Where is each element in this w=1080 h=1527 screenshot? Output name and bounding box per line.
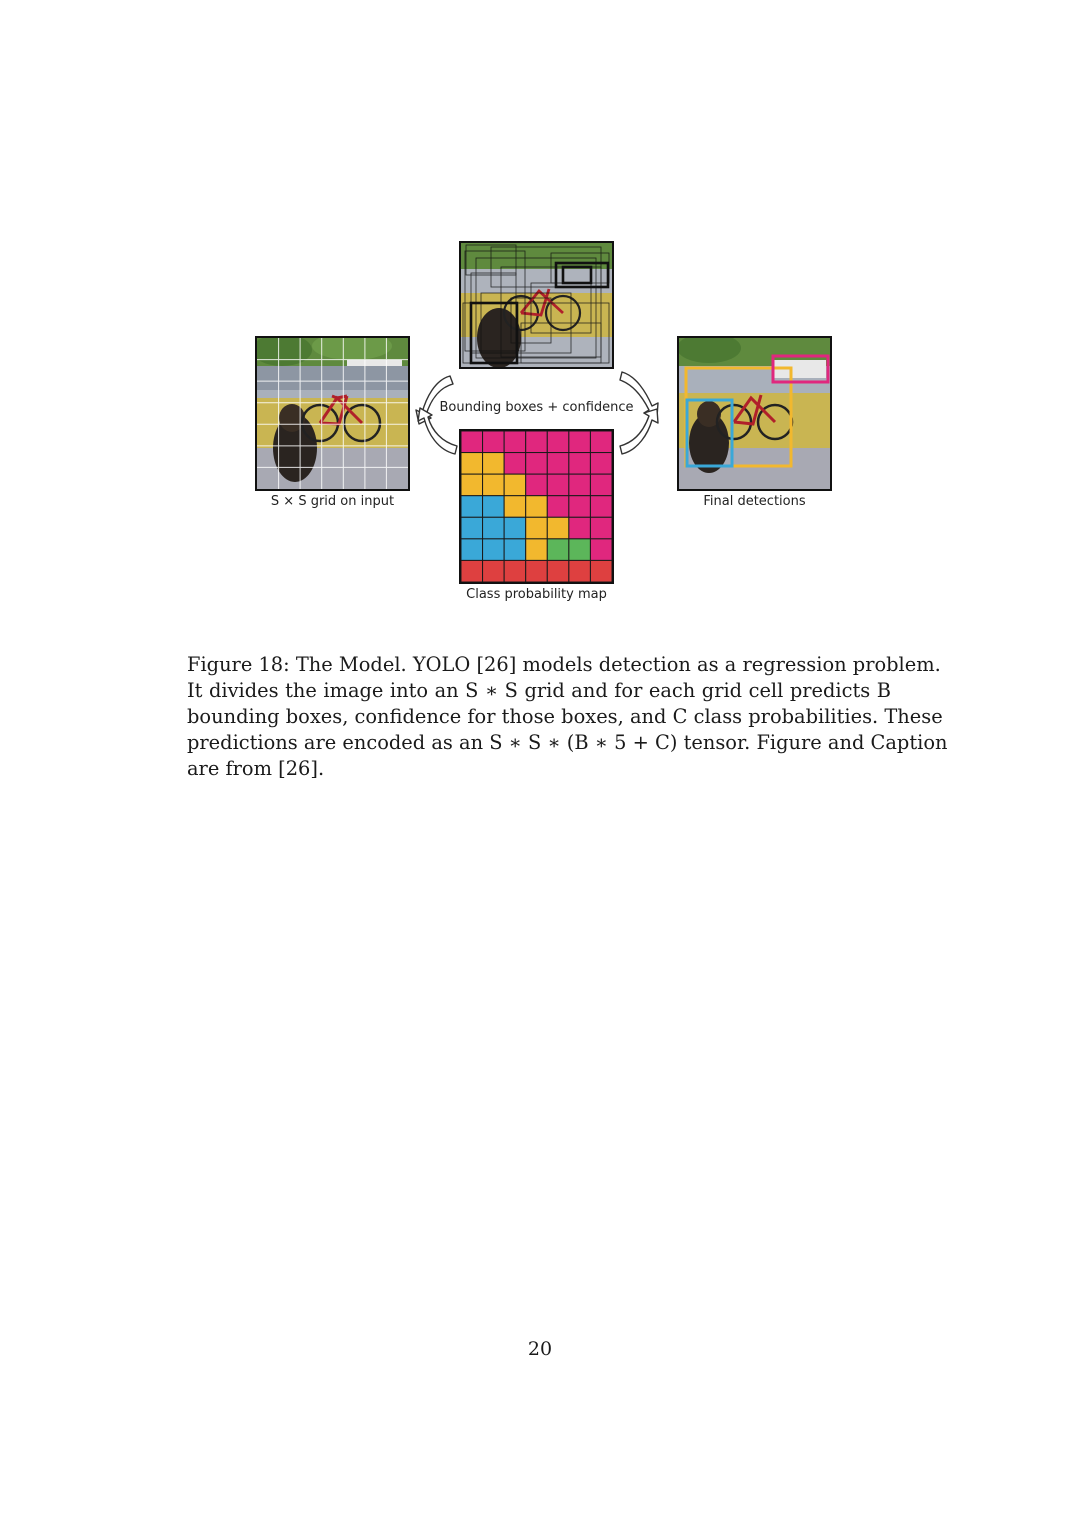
- class-map-cell: [483, 517, 505, 539]
- yolo-figure: [250, 238, 840, 610]
- class-map-cell: [569, 431, 591, 453]
- class-map-cell: [590, 517, 612, 539]
- class-map-cell: [547, 539, 569, 561]
- class-probability-map-panel: [459, 429, 614, 584]
- class-map-cell: [461, 431, 483, 453]
- input-grid-label: S × S grid on input: [270, 494, 395, 509]
- class-map-cell: [526, 453, 548, 475]
- class-map-cell: [569, 474, 591, 496]
- class-map-cell: [504, 496, 526, 518]
- class-map-cell: [547, 560, 569, 582]
- class-map-cell: [590, 496, 612, 518]
- final-detections-image: [679, 338, 830, 489]
- final-detections-panel: [677, 336, 832, 491]
- class-map-cell: [526, 517, 548, 539]
- class-map-cell: [483, 474, 505, 496]
- class-map-cell: [504, 453, 526, 475]
- caption-line: are from [26].: [187, 757, 325, 780]
- class-map-cell: [590, 560, 612, 582]
- class-map-cell: [526, 560, 548, 582]
- arrow-from-classmap: [620, 409, 658, 454]
- class-map-cell: [526, 474, 548, 496]
- class-map-cell: [504, 474, 526, 496]
- class-map-cell: [461, 560, 483, 582]
- class-map-cell: [526, 539, 548, 561]
- class-map-cell: [526, 496, 548, 518]
- class-map-cell: [483, 560, 505, 582]
- class-map-cell: [569, 496, 591, 518]
- class-map-cell: [483, 539, 505, 561]
- caption-line: bounding boxes, confidence for those boxes, and C class probabilities. These: [187, 705, 943, 728]
- bounding-boxes-image: [461, 243, 612, 367]
- class-map-cell: [461, 453, 483, 475]
- input-image: [257, 338, 408, 489]
- class-map-cell: [483, 453, 505, 475]
- class-probability-map-label: Class probability map: [466, 587, 607, 602]
- class-map-cell: [547, 431, 569, 453]
- final-detections-label: Final detections: [703, 494, 806, 509]
- class-map-cell: [526, 431, 548, 453]
- class-map-cell: [504, 517, 526, 539]
- class-map-cell: [461, 496, 483, 518]
- class-map-cell: [590, 539, 612, 561]
- class-map-cell: [504, 560, 526, 582]
- class-map-cell: [461, 517, 483, 539]
- class-map-cell: [483, 431, 505, 453]
- class-map-cell: [547, 496, 569, 518]
- input-image-panel: [255, 336, 410, 491]
- class-map-cell: [569, 453, 591, 475]
- class-map-cell: [590, 474, 612, 496]
- figure-caption: [187, 652, 948, 782]
- class-map-cell: [547, 474, 569, 496]
- class-map-cell: [483, 496, 505, 518]
- class-map-cell: [504, 539, 526, 561]
- class-map-cell: [590, 431, 612, 453]
- page-number: 20: [527, 1338, 553, 1360]
- bounding-boxes-label: Bounding boxes + confidence: [439, 400, 634, 415]
- caption-line: It divides the image into an S ∗ S grid and for each grid cell predicts B: [187, 679, 891, 702]
- class-map-cell: [569, 517, 591, 539]
- class-map-cell: [461, 539, 483, 561]
- class-map-cell: [504, 431, 526, 453]
- bounding-boxes-panel: [459, 241, 614, 369]
- class-map-cell: [569, 560, 591, 582]
- class-map-cell: [547, 517, 569, 539]
- class-map-cell: [590, 453, 612, 475]
- caption-line: predictions are encoded as an S ∗ S ∗ (B ∗ 5 + C) tensor. Figure and Caption: [187, 731, 948, 754]
- class-map-cell: [569, 539, 591, 561]
- class-probability-map: [461, 431, 612, 582]
- caption-line: Figure 18: The Model. YOLO [26] models detection as a regression problem.: [187, 653, 941, 676]
- class-map-cell: [547, 453, 569, 475]
- class-map-cell: [461, 474, 483, 496]
